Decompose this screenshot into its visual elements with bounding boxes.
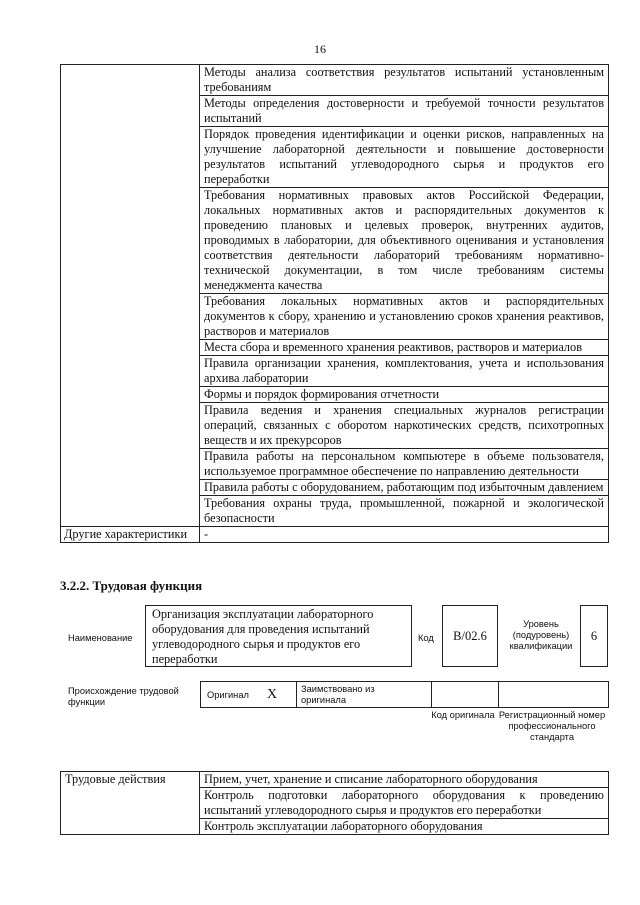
action-item: Контроль эксплуатации лабораторного оборудования [200,819,609,835]
knowledge-item: Порядок проведения идентификации и оценки рисков, направленных на улучшение лабораторной деятельности и повышение достоверности результатов испытаний углеводородного сырья и продуктов его переработки [200,127,609,188]
knowledge-table [60,64,609,543]
knowledge-item: Методы анализа соответствия результатов испытаний установленным требованиям [200,65,609,96]
knowledge-label-cell [61,65,200,527]
knowledge-item: Правила работы на персональном компьютере в объеме пользователя, используемое программное обеспечение по направлению деятельности [200,449,609,480]
action-item: Прием, учет, хранение и списание лабораторного оборудования [200,772,609,788]
table-row [61,65,609,96]
knowledge-item: Формы и порядок формирования отчетности [200,387,609,403]
origin-divider [431,682,432,707]
other-characteristics-value: - [200,527,609,543]
actions-label: Трудовые действия [61,772,200,835]
other-characteristics-label: Другие характеристики [61,527,200,543]
page-number: 16 [314,42,326,56]
function-code-box: B/02.6 [442,605,498,667]
table-row [61,527,609,543]
knowledge-item: Требования локальных нормативных актов и распорядительных документов к сбору, хранению и установлению сроков хранения реактивов, растворов и материалов [200,294,609,340]
level-label: Уровень (подуровень) квалификации [509,619,573,651]
table-row [61,772,609,788]
function-name-box: Организация эксплуатации лабораторного оборудования для проведения испытаний углеводородного сырья и продуктов его переработки [145,605,412,667]
borrowed-label: Заимствовано из оригинала [301,684,375,705]
original-label: Оригинал [207,690,249,700]
reg-number-label: Регистрационный номер профессионального стандарта [498,710,606,742]
level-value-box: 6 [580,605,608,667]
knowledge-item: Требования охраны труда, промышленной, пожарной и экологической безопасности [200,496,609,527]
actions-table [60,771,609,835]
knowledge-item: Места сбора и временного хранения реактивов, растворов и материалов [200,340,609,356]
knowledge-item: Правила ведения и хранения специальных журналов регистрации операций, связанных с оборотом наркотических средств, психотропных веществ и их прекурсоров [200,403,609,449]
knowledge-item: Правила организации хранения, комплектования, учета и использования архива лаборатории [200,356,609,387]
action-item: Контроль подготовки лабораторного оборудования к проведению испытаний углеводородного сырья и продуктов его переработки [200,788,609,819]
knowledge-item: Требования нормативных правовых актов Российской Федерации, локальных нормативных актов и распорядительных документов к проведению плановых и целевых проверок, внутренних аудитов, проводимых в лаборатории, для объективного оценивания и установления соответствия деятельности лабораторий требованиям нормативно-технической документации, в том числе требованиям системы менеджмента качества [200,188,609,294]
knowledge-item: Методы определения достоверности и требуемой точности результатов испытаний [200,96,609,127]
origin-divider [498,682,499,707]
origin-divider [296,682,297,707]
section-title: 3.2.2. Трудовая функция [60,578,203,593]
original-mark: X [267,687,278,702]
name-label: Наименование [68,633,133,643]
origin-label: Происхождение трудовой функции [68,686,179,707]
knowledge-item: Правила работы с оборудованием, работающим под избыточным давлением [200,480,609,496]
origin-box [200,681,609,708]
code-label: Код [418,633,434,643]
code-original-label: Код оригинала [431,710,495,720]
